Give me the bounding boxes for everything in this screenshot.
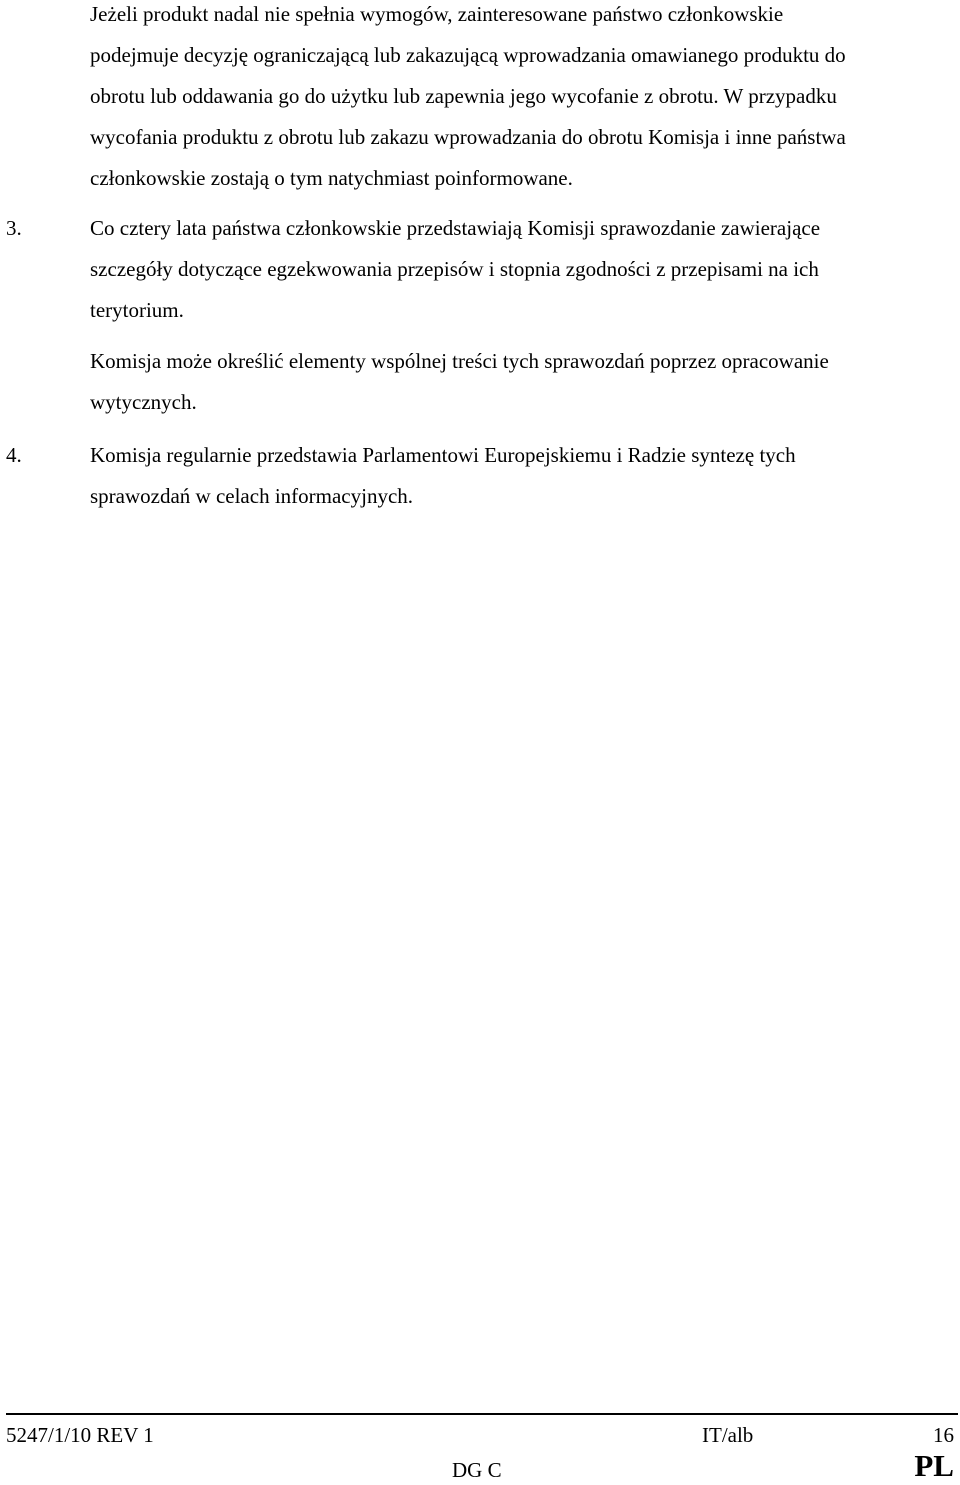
- item-3-line-1: Co cztery lata państwa członkowskie przedstawiają Komisji sprawozdanie zawierające: [90, 216, 821, 240]
- footer-divider: [6, 1413, 958, 1415]
- footer-page-number: 16: [933, 1423, 954, 1447]
- paragraph-1: [90, 0, 950, 199]
- item-4-line-2: sprawozdań w celach informacyjnych.: [90, 484, 414, 508]
- paragraph-1-line-3: obrotu lub oddawania go do użytku lub zapewnia jego wycofanie z obrotu. W przypadku: [90, 84, 837, 108]
- paragraph-1-line-4: wycofania produktu z obrotu lub zakazu wprowadzania do obrotu Komisja i inne państwa: [90, 125, 846, 149]
- item-3-number: 3.: [6, 216, 22, 240]
- paragraph-1-line-5: członkowskie zostają o tym natychmiast poinformowane.: [90, 166, 573, 190]
- footer-doc-ref: 5247/1/10 REV 1: [6, 1423, 154, 1447]
- item-4-number: 4.: [6, 443, 22, 467]
- paragraph-3b-line-1: Komisja może określić elementy wspólnej treści tych sprawozdań poprzez opracowanie: [90, 349, 829, 373]
- footer-language: PL: [914, 1448, 954, 1483]
- item-3-text: [90, 208, 950, 331]
- paragraph-3b-line-2: wytycznych.: [90, 390, 197, 414]
- item-3-line-2: szczegóły dotyczące egzekwowania przepisów i stopnia zgodności z przepisami na ich: [90, 257, 819, 281]
- footer-initials: IT/alb: [702, 1423, 754, 1447]
- footer-directorate: DG C: [452, 1458, 502, 1482]
- item-4-line-1: Komisja regularnie przedstawia Parlamentowi Europejskiemu i Radzie syntezę tych: [90, 443, 796, 467]
- paragraph-3b: [90, 341, 950, 423]
- paragraph-1-line-1: Jeżeli produkt nadal nie spełnia wymogów, zainteresowane państwo członkowskie: [90, 2, 784, 26]
- item-4-text: [90, 435, 950, 517]
- paragraph-1-line-2: podejmuje decyzję ograniczającą lub zakazującą wprowadzania omawianego produktu do: [90, 43, 846, 67]
- item-3-line-3: terytorium.: [90, 298, 184, 322]
